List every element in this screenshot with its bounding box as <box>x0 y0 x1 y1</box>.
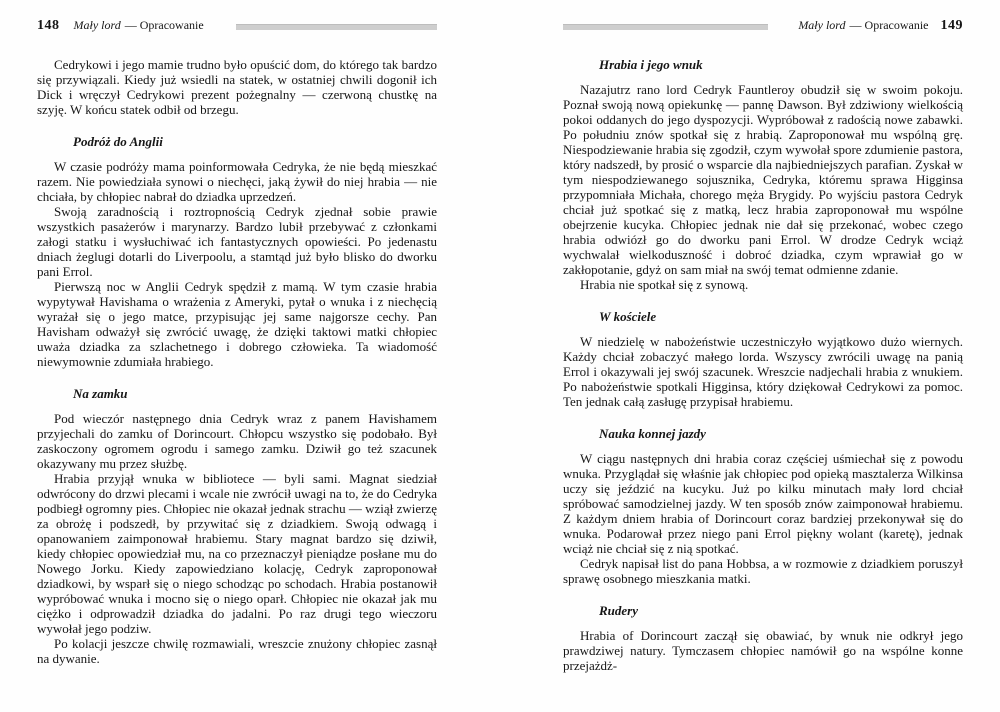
body-paragraph: Cedryk napisał list do pana Hobbsa, a w rozmowie z dziadkiem poruszył sprawę osobnego mieszkania matki. <box>563 556 963 586</box>
body-paragraph: Pierwszą noc w Anglii Cedryk spędził z mamą. W tym czasie hrabia wypytywał Havishama o wrażenia z Ameryki, pytał o wnuka i z niechęcią wyrażał się o jego matce, przypisując jej same najgorsze cechy. Pan Havisham odważył się zwrócić uwagę, że dzięki taktowi matki chłopiec uważa dziadka za szlachetnego i dobrego człowieka. Ta wiadomość niewymownie zdumiała hrabiego. <box>37 279 437 369</box>
page-body <box>37 57 437 666</box>
section-heading: Podróż do Anglii <box>73 134 163 149</box>
body-paragraph: Swoją zaradnością i roztropnością Cedryk zjednał sobie prawie wszystkich pasażerów i marynarzy. Bardzo lubił przebywać z członkami załogi statku i wysłuchiwać ich fantastycznych opowieści. Po jedenastu dniach żeglugi dotarli do Liverpoolu, a stamtąd już było blisko do dworku pani Errol. <box>37 204 437 279</box>
body-paragraph: W niedzielę w nabożeństwie uczestniczyło wyjątkowo dużo wiernych. Każdy chciał zobaczyć małego lorda. Wszyscy zwrócili uwagę na panią Errol i okazywali jej swój szacunek. Wreszcie nadjechali hrabia z wnukiem. Po nabożeństwie spotkali Higginsa, który dziękował Cedrykowi za pomoc. Ten jednak całą zasługę przypisał hrabiemu. <box>563 334 963 409</box>
body-paragraph: Pod wieczór następnego dnia Cedryk wraz z panem Havishamem przyjechali do zamku of Dorincourt. Chłopcu wszystko się podobało. Był zaskoczony ogromem ogrodu i samego zamku. Dziwił go też szacunek okazywany mu przez służbę. <box>37 411 437 471</box>
page-number: 149 <box>940 17 963 33</box>
header-rule <box>236 24 437 30</box>
body-paragraph: Hrabia nie spotkał się z synową. <box>580 277 749 292</box>
section-heading: Nauka konnej jazdy <box>599 426 706 441</box>
section-heading: Na zamku <box>73 386 128 401</box>
running-title: Mały lord <box>798 18 846 32</box>
body-paragraph: Nazajutrz rano lord Cedryk Fauntleroy obudził się w swoim pokoju. Poznał swoją nową opiekunkę — pannę Dawson. Był zdziwiony wielkością pokoi oddanych do jego dyspozycji. Wypróbował z radością nowe zabawki. Po południu znów spotkał się z hrabią. Zaproponował mu wspólną grę. Niespodziewanie hrabia się zgodził, czym wywołał spore zdumienie pastora, który nadszedł, by prosić o wsparcie dla najbiedniejszych parafian. Zyskał w tym niespodziewanego sojusznika, Cedryka, któremu sprawa Higginsa przypomniała Michała, chorego męża Brygidy. Po wyjściu pastora Cedryk chciał już spotkać się z matką, lecz hrabia zaproponował mu wspólne obejrzenie kucyka. Chłopiec jednak nie dał się przekonać, wobec czego hrabia odwiózł go do dworku pani Errol. W drodze Cedryk wciąż wychwalał wielkoduszność i dobroć dziadka, czym wprawiał go w zakłopotanie, gdyż on sam miał na swój temat odmienne zdanie. <box>563 82 963 277</box>
running-title-suffix: — Opracowanie <box>849 18 929 32</box>
header-rule <box>563 24 768 30</box>
body-paragraph: W ciągu następnych dni hrabia coraz częściej uśmiechał się z powodu wnuka. Przyglądał się właśnie jak chłopiec pod opieką masztalerza Wilkinsa uczy się jeździć na kucyku. Już po kilku minutach mały lord chciał spróbować samodzielnej jazdy. W ten sposób znów zaimponował hrabiemu. Z każdym dniem hrabia of Dorincourt coraz bardziej przekonywał się do wnuka. Podarował przez niego pani Errol piękny wolant (karetę), jednak wciąż nie chciał się z nią spotkać. <box>563 451 963 556</box>
body-paragraph: Cedrykowi i jego mamie trudno było opuścić dom, do którego tak bardzo się przywiązali. Kiedy już wsiedli na statek, w ostatniej chwili dogonił ich Dick i wręczył Cedrykowi prezent pożegnalny — czerwoną chustkę na szyję. W końcu statek odbił od brzegu. <box>37 57 437 117</box>
body-paragraph: Po kolacji jeszcze chwilę rozmawiali, wreszcie znużony chłopiec zasnął na dywanie. <box>37 636 437 666</box>
page-header-left <box>37 18 437 33</box>
page-body <box>563 57 963 673</box>
running-title: Mały lord <box>73 18 121 32</box>
page-149 <box>563 18 963 673</box>
running-title-suffix: — Opracowanie <box>124 18 204 32</box>
body-paragraph: Hrabia przyjął wnuka w bibliotece — byli sami. Magnat siedział odwrócony do drzwi plecami i wcale nie zwrócił uwagi na to, że do Cedryka podbiegł ogromny pies. Chłopiec nie okazał jednak strachu — wziął zwierzę za obrożę i podszedł, by przywitać się z dziadkiem. Swoją odwagą i opanowaniem zaimponował hrabiemu. Stary magnat bardzo się dziwił, kiedy chłopiec opowiedział mu, na co przeznaczył pieniądze posłane mu do Nowego Jorku. Kiedy zapowiedziano kolację, Cedryk zaproponował dziadkowi, by wsparł się o niego schodząc po schodach. Hrabia postanowił wypróbować wnuka i mocno się o niego oparł. Chłopiec nie okazał jak mu ciężko i odprowadził dziadka do jadalni. Po raz drugi tego wieczoru wywołał jego podziw. <box>37 471 437 636</box>
body-paragraph: W czasie podróży mama poinformowała Cedryka, że nie będą mieszkać razem. Nie powiedziała synowi o niechęci, jaką żywił do niej hrabia — nie chciała, by chłopiec nabrał do dziadka uprzedzeń. <box>37 159 437 204</box>
section-heading: Hrabia i jego wnuk <box>599 57 703 72</box>
section-heading: Rudery <box>599 603 638 618</box>
page-148 <box>37 18 437 666</box>
body-paragraph: Hrabia of Dorincourt zaczął się obawiać, by wnuk nie odkrył jego prawdziwej natury. Tymczasem chłopiec namówił go na wspólne konne przejażdż- <box>563 628 963 673</box>
page-number: 148 <box>37 17 60 33</box>
section-heading: W kościele <box>599 309 657 324</box>
page-header-right <box>563 18 963 33</box>
